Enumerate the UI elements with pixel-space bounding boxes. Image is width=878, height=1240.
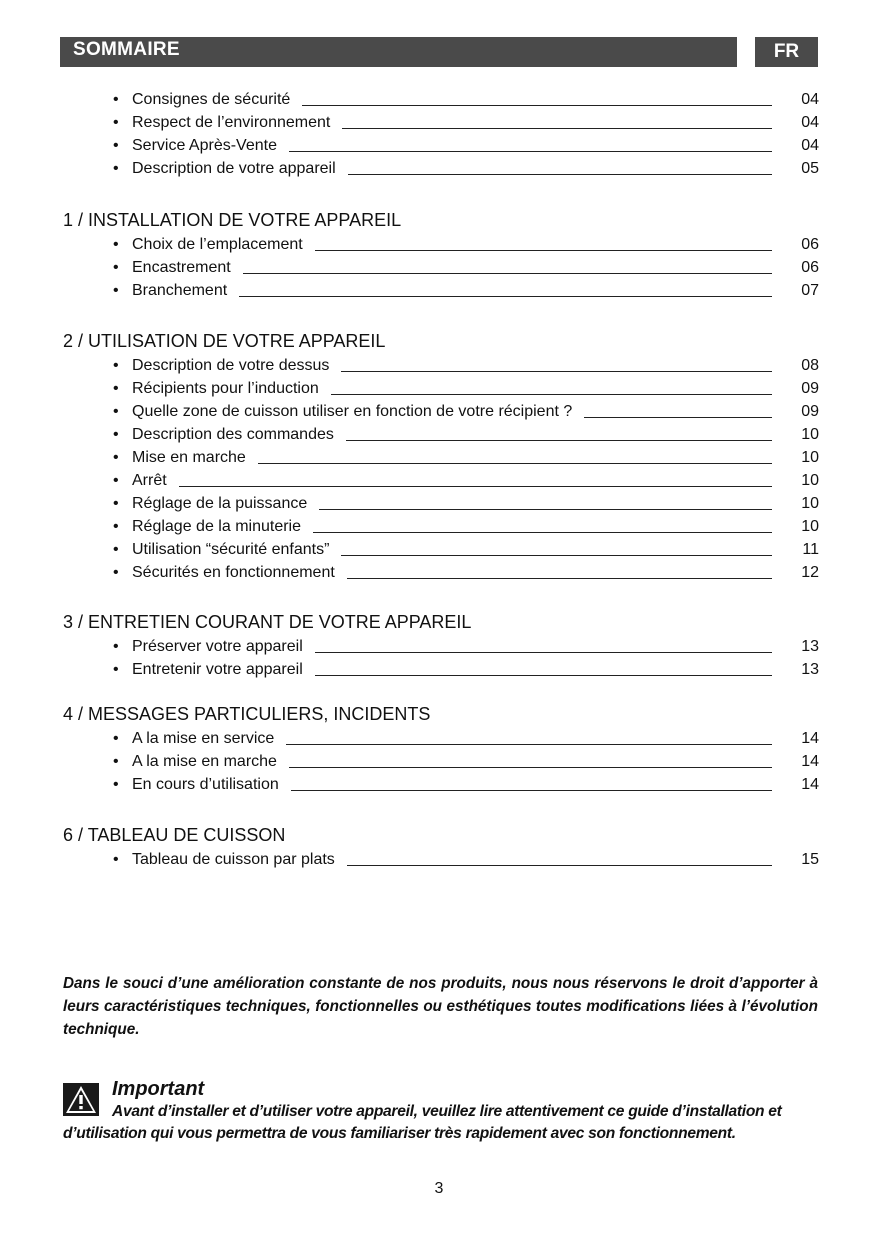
leader-line (347, 850, 772, 866)
toc-entry-label: A la mise en marche (132, 753, 277, 770)
bullet-icon: • (113, 776, 119, 793)
leader-line (315, 235, 772, 251)
bullet-icon: • (113, 730, 119, 747)
leader-line (313, 517, 772, 533)
leader-line (315, 637, 772, 653)
section-entries (0, 729, 878, 798)
toc-entry-label: Consignes de sécurité (132, 91, 291, 108)
toc-entry[interactable] (0, 540, 878, 563)
toc-entry-page: 14 (801, 753, 819, 770)
toc-entry[interactable] (0, 637, 878, 660)
toc-entry[interactable] (0, 90, 878, 113)
toc-entry-label: Sécurités en fonctionnement (132, 564, 335, 581)
section-entries (0, 637, 878, 683)
toc-entry-page: 08 (801, 357, 819, 374)
section-title[interactable]: 4 / MESSAGES PARTICULIERS, INCIDENTS (63, 704, 431, 724)
toc-entry[interactable] (0, 402, 878, 425)
bullet-icon: • (113, 91, 119, 108)
page-number: 3 (434, 1180, 444, 1197)
important-title: Important (112, 1078, 205, 1100)
toc-entry-page: 10 (801, 426, 819, 443)
toc-entry[interactable] (0, 159, 878, 182)
toc-entry-page: 10 (801, 449, 819, 466)
toc-entry[interactable] (0, 494, 878, 517)
bullet-icon: • (113, 114, 119, 131)
toc-entry-label: Quelle zone de cuisson utiliser en fonction de votre récipient ? (132, 403, 573, 420)
toc-entry[interactable] (0, 517, 878, 540)
toc-entry-page: 10 (801, 518, 819, 535)
leader-line (341, 540, 772, 556)
toc-entry-page: 10 (801, 472, 819, 489)
toc-entry-label: Réglage de la minuterie (132, 518, 301, 535)
section-title[interactable]: 1 / INSTALLATION DE VOTRE APPAREIL (63, 210, 402, 230)
toc-entry[interactable] (0, 850, 878, 873)
toc-entry-page: 14 (801, 776, 819, 793)
leader-line (331, 379, 772, 395)
toc-entry[interactable] (0, 113, 878, 136)
toc-entry-label: En cours d’utilisation (132, 776, 279, 793)
toc-entry[interactable] (0, 425, 878, 448)
toc-entry[interactable] (0, 258, 878, 281)
toc-entry-page: 15 (801, 851, 819, 868)
bullet-icon: • (113, 160, 119, 177)
toc-entry-page: 13 (801, 638, 819, 655)
bullet-icon: • (113, 403, 119, 420)
bullet-icon: • (113, 518, 119, 535)
leader-line (342, 113, 772, 129)
toc-entry-label: Arrêt (132, 472, 167, 489)
section-title[interactable]: 2 / UTILISATION DE VOTRE APPAREIL (63, 331, 386, 351)
leader-line (179, 471, 772, 487)
toc-entry[interactable] (0, 729, 878, 752)
toc-entry-page: 05 (801, 160, 819, 177)
leader-line (584, 402, 772, 418)
leader-line (289, 136, 772, 152)
bullet-icon: • (113, 564, 119, 581)
toc-entry[interactable] (0, 775, 878, 798)
toc-intro-entries (0, 90, 878, 182)
important-text: Avant d’installer et d’utiliser votre appareil, veuillez lire attentivement ce guide d’installation et d’utilisation qui vous permettra de vous familiariser très rapidement avec son fonctionnement. (63, 1103, 782, 1142)
leader-line (302, 90, 772, 106)
section-title[interactable]: 6 / TABLEAU DE CUISSON (63, 825, 286, 845)
toc-entry[interactable] (0, 379, 878, 402)
toc-entry-label: Encastrement (132, 259, 231, 276)
section-entries (0, 235, 878, 304)
bullet-icon: • (113, 638, 119, 655)
bullet-icon: • (113, 661, 119, 678)
leader-line (291, 775, 772, 791)
leader-line (346, 425, 772, 441)
bullet-icon: • (113, 426, 119, 443)
toc-entry-page: 10 (801, 495, 819, 512)
toc-entry-label: Description des commandes (132, 426, 334, 443)
bullet-icon: • (113, 357, 119, 374)
leader-line (315, 660, 772, 676)
toc-entry-page: 04 (801, 91, 819, 108)
toc-entry-label: Choix de l’emplacement (132, 236, 303, 253)
toc-entry-page: 07 (801, 282, 819, 299)
toc-entry[interactable] (0, 281, 878, 304)
toc-entry-label: Tableau de cuisson par plats (132, 851, 335, 868)
toc-entry-label: A la mise en service (132, 730, 275, 747)
bullet-icon: • (113, 236, 119, 253)
toc-entry-page: 04 (801, 114, 819, 131)
toc-entry-page: 13 (801, 661, 819, 678)
bullet-icon: • (113, 259, 119, 276)
toc-entry-label: Branchement (132, 282, 228, 299)
toc-entry[interactable] (0, 356, 878, 379)
toc-entry-page: 06 (801, 259, 819, 276)
toc-entry[interactable] (0, 752, 878, 775)
toc-entry-label: Service Après-Vente (132, 137, 277, 154)
toc-entry[interactable] (0, 448, 878, 471)
toc-entry-label: Entretenir votre appareil (132, 661, 303, 678)
disclaimer-text: Dans le souci d’une amélioration constante de nos produits, nous nous réservons le droit d’apporter à leurs caractéristiques techniques, fonctionnelles ou esthétiques toutes modifications liées à l’évolution technique. (63, 975, 818, 1038)
toc-entry-page: 09 (801, 380, 819, 397)
toc-entry-page: 14 (801, 730, 819, 747)
toc-entry-page: 06 (801, 236, 819, 253)
bullet-icon: • (113, 495, 119, 512)
leader-line (286, 729, 772, 745)
toc-entry-label: Récipients pour l’induction (132, 380, 319, 397)
toc-entry-label: Utilisation “sécurité enfants” (132, 541, 330, 558)
bullet-icon: • (113, 541, 119, 558)
bullet-icon: • (113, 472, 119, 489)
toc-entry[interactable] (0, 136, 878, 159)
toc-entry[interactable] (0, 563, 878, 586)
toc-entry-label: Description de votre appareil (132, 160, 336, 177)
bullet-icon: • (113, 753, 119, 770)
leader-line (348, 159, 772, 175)
leader-line (243, 258, 772, 274)
bullet-icon: • (113, 282, 119, 299)
leader-line (289, 752, 772, 768)
toc-entry[interactable] (0, 660, 878, 683)
toc-entry-label: Respect de l’environnement (132, 114, 331, 131)
toc-entry-label: Préserver votre appareil (132, 638, 303, 655)
section-title[interactable]: 3 / ENTRETIEN COURANT DE VOTRE APPAREIL (63, 612, 472, 632)
toc-entry-page: 09 (801, 403, 819, 420)
leader-line (347, 563, 772, 579)
leader-line (239, 281, 772, 297)
toc-entry[interactable] (0, 471, 878, 494)
toc-entry[interactable] (0, 235, 878, 258)
toc-entry-label: Réglage de la puissance (132, 495, 308, 512)
bullet-icon: • (113, 851, 119, 868)
section-entries (0, 356, 878, 586)
toc-entry-page: 12 (801, 564, 819, 581)
leader-line (319, 494, 772, 510)
toc-entry-page: 11 (802, 541, 819, 558)
leader-line (341, 356, 772, 372)
toc-entry-label: Description de votre dessus (132, 357, 330, 374)
page-title: SOMMAIRE (73, 39, 180, 60)
toc-entry-page: 04 (801, 137, 819, 154)
bullet-icon: • (113, 449, 119, 466)
toc-entry-label: Mise en marche (132, 449, 246, 466)
bullet-icon: • (113, 137, 119, 154)
bullet-icon: • (113, 380, 119, 397)
header-bar (60, 37, 737, 67)
language-badge: FR (755, 37, 818, 67)
leader-line (258, 448, 772, 464)
section-entries (0, 850, 878, 873)
